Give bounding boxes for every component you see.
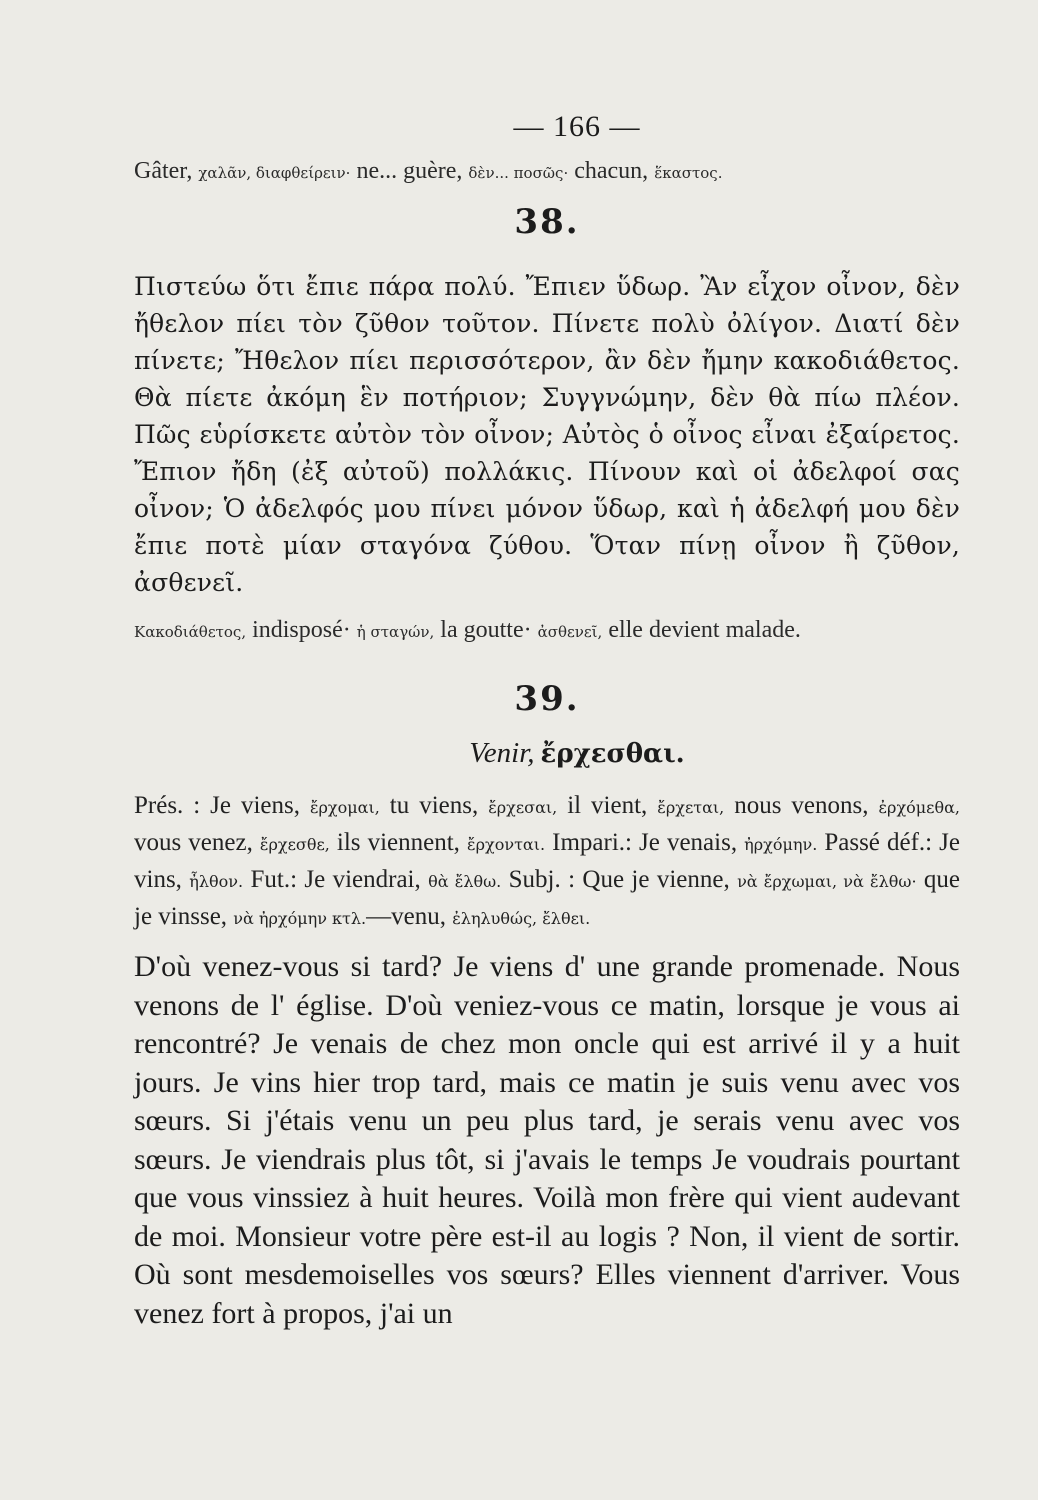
conjugation-table [134, 788, 960, 936]
conj-text: nous venons, [724, 792, 879, 819]
verb-title-greek: ἔρχεσθαι. [540, 739, 685, 769]
note-text: chacun, [568, 158, 655, 184]
vocabulary-note-38 [134, 154, 960, 190]
conj-greek: θὰ ἔλθω. [428, 872, 502, 891]
note-greek: ἀσθενεῖ, [537, 623, 603, 641]
french-exercise: D'où venez-vous si tard? Je viens d' une grande promenade. Nous venons de l' église. D'où veniez-vous ce matin, lorsque je vous ai rencontré? Je venais de chez mon oncle qui est arrivé il y a huit jours. Je vins hier trop tard, mais ce matin je suis venu avec vos sœurs. Si j'étais venu un peu plus tard, je serais venu avec vos sœurs. Je viendrais plus tôt, si j'avais le temps Je voudrais pourtant que vous vinssiez à huit heures. Voilà mon frère qui vient audevant de moi. Monsieur votre père est-il au logis ? Non, il vient de sortir. Où sont mesdemoiselles vos sœurs? Elles viennent d'arriver. Vous venez fort à propos, j'ai un [134, 950, 960, 1330]
conj-text: Impari.: Je venais, [545, 829, 745, 856]
verb-title [194, 737, 960, 770]
conj-text: Subj. : Que je vienne, [501, 866, 738, 893]
conj-greek: νὰ ἠρχόμην κτλ. [233, 909, 367, 928]
conj-text: vous venez, [134, 829, 260, 856]
note-greek: χαλᾶν, διαφθείρειν· [198, 164, 351, 182]
conj-greek: ἐρχόμεθα, [878, 798, 960, 817]
conj-text: Prés. : Je viens, [134, 792, 310, 819]
section-number-39: 39. [514, 679, 580, 719]
verb-title-french: Venir, [469, 737, 535, 769]
conj-greek: ἐληλυθώς, ἔλθει. [452, 909, 591, 928]
conj-text: —venu, [366, 903, 453, 930]
conj-text: ils viennent, [329, 829, 468, 856]
conj-greek: ἔρχεσθε, [259, 835, 330, 854]
conj-text: que je vinsse, [134, 866, 961, 930]
vocabulary-note-38b [134, 613, 960, 649]
conj-text: tu viens, [379, 792, 489, 819]
conj-greek: ἔρχομαι, [309, 798, 380, 817]
conj-greek: ἔρχεσαι, [488, 798, 558, 817]
greek-paragraph: Πιστεύω ὅτι ἔπιε πάρα πολύ. Ἔπιεν ὕδωρ. Ἂν εἶχον οἶνον, δὲν ἤθελον πίει τὸν ζῦθον τοῦτον. Πίνετε πολὺ ὀλίγον. Διατί δὲν πίνετε; Ἤθελον πίει περισσότερον, ἂν δὲν ἤμην κακοδιάθετος. Θὰ πίετε ἀκόμη ἓν ποτήριον; Συγγνώμην, δὲν θὰ πίω πλέον. Πῶς εὑρίσκετε αὐτὸν τὸν οἶνον; Αὐτὸς ὁ οἶνος εἶναι ἐξαίρετος. Ἔπιον ἤδη (ἐξ αὐτοῦ) πολλάκις. Πίνουν καὶ οἱ ἀδελφοί σας οἶνον; Ὁ ἀδελφός μου πίνει μόνον ὕδωρ, καὶ ἡ ἀδελφή μου δὲν ἔπιε ποτὲ μίαν σταγόνα ζύθου. Ὅταν πίνῃ οἶνον ἢ ζῦθον, ἀσθενεῖ. [134, 272, 960, 597]
note-text: Gâter, [134, 158, 199, 184]
section-number-38: 38. [514, 202, 580, 242]
conj-greek: ἔρχεται, [657, 798, 725, 817]
note-text: indisposé· [246, 617, 357, 643]
page-number: — 166 — [513, 110, 641, 143]
conj-greek: ἔρχονται. [467, 835, 546, 854]
note-text: la goutte· [434, 617, 538, 643]
note-greek: ἕκαστος. [654, 164, 723, 182]
conj-text: il vient, [557, 792, 658, 819]
greek-exercise [134, 268, 960, 601]
book-page [134, 110, 960, 1333]
conj-greek: ἦλθον. [189, 872, 244, 891]
note-text: ne... guère, [350, 158, 469, 184]
note-greek: ἡ σταγών, [356, 623, 435, 641]
conj-text: Fut.: Je viendrai, [243, 866, 429, 893]
conj-greek: ἠρχόμην. [744, 835, 818, 854]
note-text: elle devient malade. [602, 617, 801, 643]
conj-text: Passé déf.: Je vins, [134, 829, 960, 893]
note-greek: Κακοδιάθετος, [134, 623, 247, 641]
note-greek: δὲν... ποσῶς· [468, 164, 569, 182]
conj-greek: νὰ ἔρχωμαι, νὰ ἔλθω· [737, 872, 917, 891]
